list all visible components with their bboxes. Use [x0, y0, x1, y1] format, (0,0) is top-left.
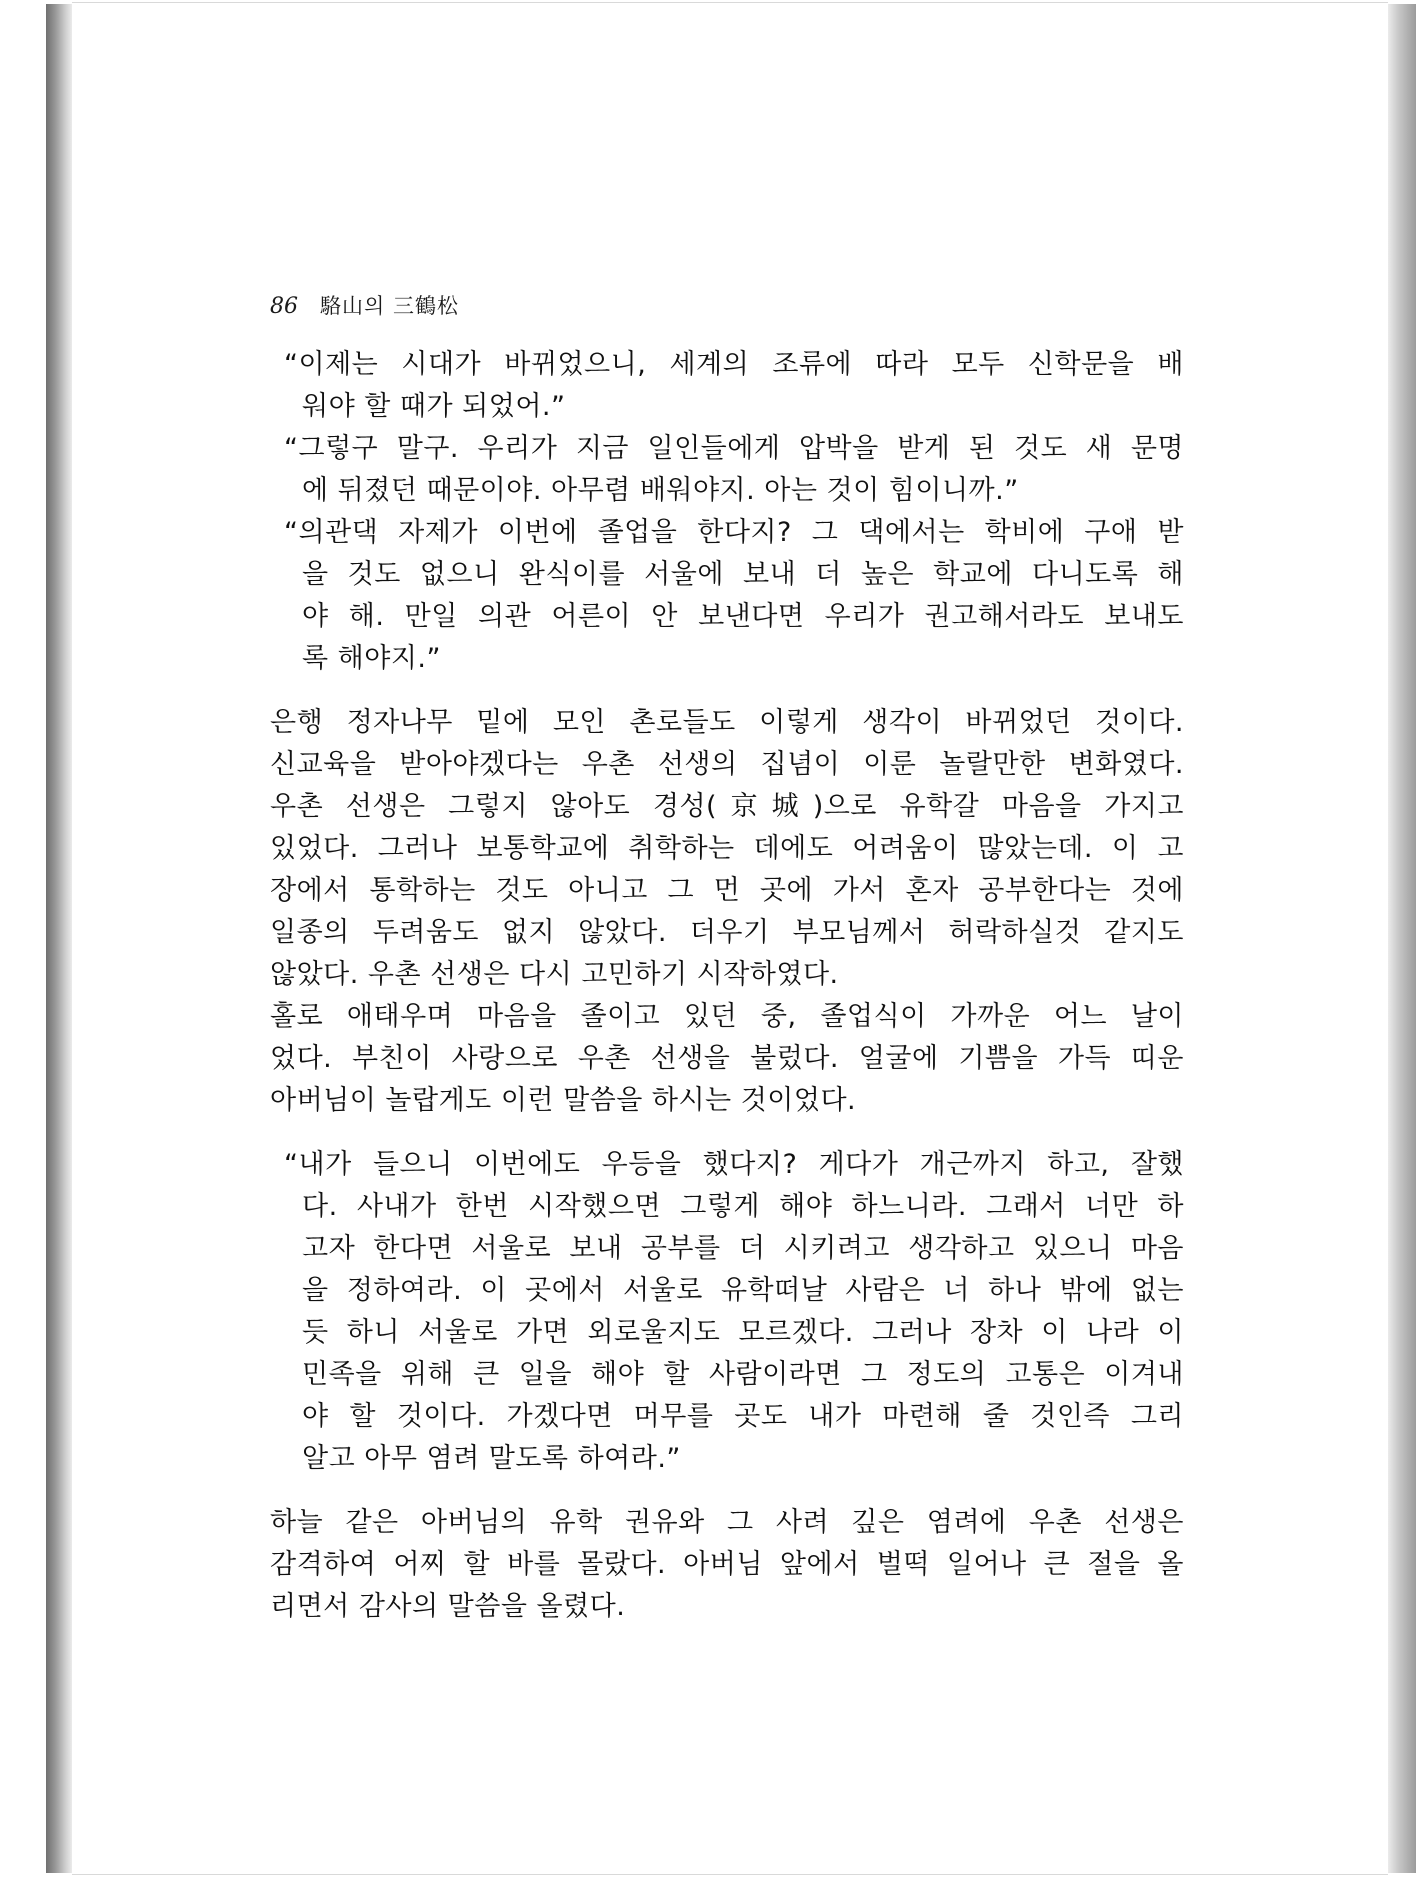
text-line: 하늘 같은 아버님의 유학 권유와 그 사려 깊은 염려에 우촌 선생은 — [270, 1507, 1184, 1538]
body-text — [270, 344, 1184, 1628]
dialogue-block-father — [270, 1144, 1184, 1480]
text-line: 있었다. 그러나 보통학교에 취학하는 데에도 어려움이 많았는데. 이 고 — [270, 833, 1184, 864]
book-edge-right — [1386, 4, 1416, 1873]
text-line: 다. 사내가 한번 시작했으면 그렇게 해야 하느니라. 그래서 너만 하 — [302, 1191, 1184, 1222]
narrative-paragraph-1 — [270, 702, 1184, 1122]
text-line: 않았다. 우촌 선생은 다시 고민하기 시작하였다. — [270, 959, 839, 990]
text-line: 을 정하여라. 이 곳에서 서울로 유학떠날 사람은 너 하나 밖에 없는 — [302, 1275, 1184, 1306]
running-title: 駱山의 三鶴松 — [320, 294, 459, 318]
book-edge-left — [46, 4, 74, 1873]
narrative-paragraph-2 — [270, 1502, 1184, 1628]
dialogue-block-villagers — [270, 344, 1184, 680]
text-line: 장에서 통학하는 것도 아니고 그 먼 곳에 가서 혼자 공부한다는 것에 — [270, 875, 1184, 906]
text-line: 감격하여 어찌 할 바를 몰랐다. 아버님 앞에서 벌떡 일어나 큰 절을 올 — [270, 1549, 1184, 1580]
text-line: 야 해. 만일 의관 어른이 안 보낸다면 우리가 권고해서라도 보내도 — [302, 601, 1184, 632]
text-line: 아버님이 놀랍게도 이런 말씀을 하시는 것이었다. — [270, 1085, 857, 1116]
text-line: 듯 하니 서울로 가면 외로울지도 모르겠다. 그러나 장차 이 나라 이 — [302, 1317, 1184, 1348]
text-line: 홀로 애태우며 마음을 졸이고 있던 중, 졸업식이 가까운 어느 날이 — [270, 1001, 1184, 1032]
text-line: 알고 아무 염려 말도록 하여라.” — [302, 1443, 681, 1474]
text-line: 민족을 위해 큰 일을 해야 할 사람이라면 그 정도의 고통은 이겨내 — [302, 1359, 1184, 1390]
text-line: 을 것도 없으니 완식이를 서울에 보내 더 높은 학교에 다니도록 해 — [302, 559, 1184, 590]
text-line: “의관댁 자제가 이번에 졸업을 한다지? 그 댁에서는 학비에 구애 받 — [284, 517, 1184, 548]
text-line: 워야 할 때가 되었어.” — [302, 391, 566, 422]
text-line: 에 뒤졌던 때문이야. 아무렴 배워야지. 아는 것이 힘이니까.” — [302, 475, 1019, 506]
text-line: 었다. 부친이 사랑으로 우촌 선생을 불렀다. 얼굴에 기쁨을 가득 띠운 — [270, 1043, 1184, 1074]
paragraph-gap — [270, 1480, 1184, 1502]
text-line: 고자 한다면 서울로 보내 공부를 더 시키려고 생각하고 있으니 마음 — [302, 1233, 1184, 1264]
text-line: 록 해야지.” — [302, 643, 441, 674]
text-line: “그렇구 말구. 우리가 지금 일인들에게 압박을 받게 된 것도 새 문명 — [284, 433, 1184, 464]
text-line: 리면서 감사의 말씀을 올렸다. — [270, 1591, 626, 1622]
text-line: “이제는 시대가 바뀌었으니, 세계의 조류에 따라 모두 신학문을 배 — [284, 349, 1184, 380]
paragraph-gap — [270, 680, 1184, 702]
text-line: 야 할 것이다. 가겠다면 머무를 곳도 내가 마련해 줄 것인즉 그리 — [302, 1401, 1184, 1432]
page-number: 86 — [270, 294, 298, 319]
text-line: 일종의 두려움도 없지 않았다. 더우기 부모님께서 허락하실것 같지도 — [270, 917, 1184, 948]
page-header — [270, 290, 459, 330]
paragraph-gap — [270, 1122, 1184, 1144]
text-line: 은행 정자나무 밑에 모인 촌로들도 이렇게 생각이 바뀌었던 것이다. — [270, 707, 1184, 738]
text-line: 우촌 선생은 그렇지 않아도 경성(京城)으로 유학갈 마음을 가지고 — [270, 791, 1184, 822]
text-line: 신교육을 받아야겠다는 우촌 선생의 집념이 이룬 놀랄만한 변화였다. — [270, 749, 1184, 780]
text-line: “내가 들으니 이번에도 우등을 했다지? 게다가 개근까지 하고, 잘했 — [284, 1149, 1184, 1180]
